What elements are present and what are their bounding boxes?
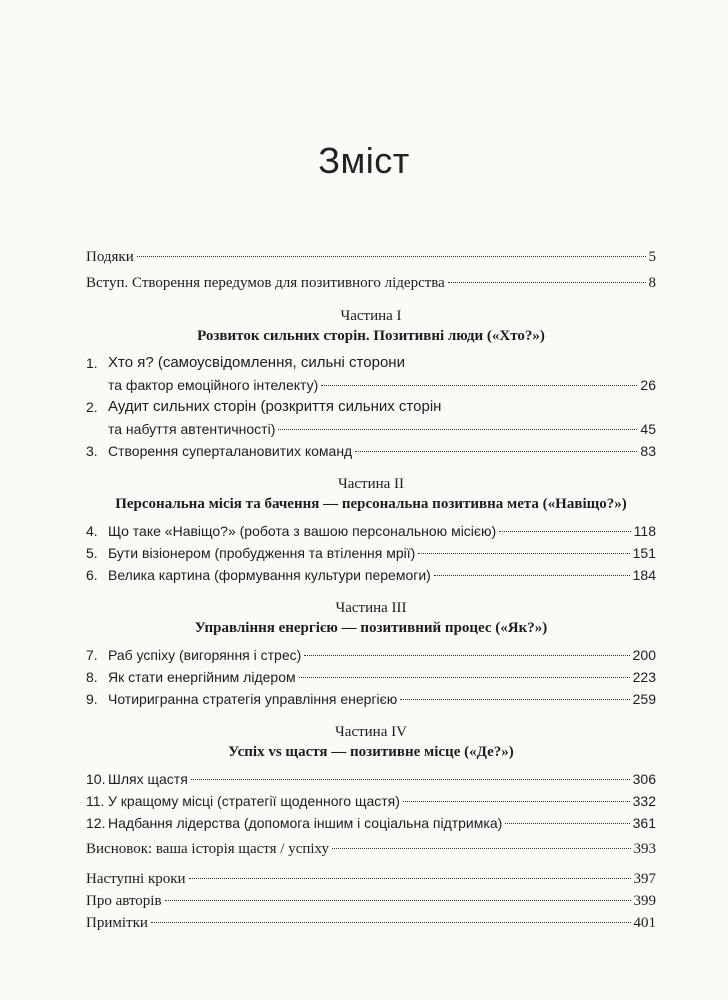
chapter-title: Велика картина (формування культури перемоги) — [108, 567, 431, 583]
toc-page-number: 5 — [648, 249, 656, 265]
chapter-number: 2. — [86, 399, 98, 415]
chapter-number: 3. — [86, 443, 98, 459]
dot-leader — [448, 282, 646, 283]
chapter-title: Що таке «Навіщо?» (робота з вашою персональною місією) — [108, 523, 497, 539]
dot-leader — [418, 553, 629, 554]
chapter-number: 1. — [86, 355, 98, 371]
toc-entry-notes[interactable] — [86, 912, 656, 934]
part-title: Успіх vs щастя — позитивне місце («Де?») — [228, 744, 514, 760]
toc-entry-label: Про авторів — [86, 893, 162, 909]
toc-page-number: 184 — [632, 567, 656, 583]
toc-page-number: 401 — [633, 915, 656, 931]
table-of-contents — [86, 246, 656, 934]
dot-leader — [403, 801, 630, 802]
chapter-title: У кращому місці (стратегії щоденного щастя) — [108, 793, 400, 809]
dot-leader — [355, 451, 637, 452]
toc-entry-conclusion[interactable] — [86, 838, 656, 860]
dot-leader — [400, 699, 629, 700]
chapter-title: Шлях щастя — [108, 771, 188, 787]
part-title: Управління енергією — позитивний процес («Як?») — [194, 620, 548, 636]
toc-chapter-entry[interactable] — [86, 644, 656, 666]
dot-leader — [332, 848, 631, 849]
chapter-title: Чотиригранна стратегія управління енергією — [108, 691, 398, 707]
toc-entry-acknowledgements[interactable] — [86, 246, 656, 268]
toc-chapter-entry[interactable] — [86, 790, 656, 812]
toc-chapter-entry[interactable] — [86, 812, 656, 834]
chapter-title-continued: та набуття автентичності) — [108, 421, 276, 437]
toc-page-number: 332 — [632, 793, 656, 809]
toc-page-number: 399 — [633, 893, 656, 909]
chapter-number: 6. — [86, 567, 98, 583]
toc-page-number: 223 — [632, 669, 656, 685]
part-label: Частина III — [335, 600, 407, 616]
toc-chapter-entry[interactable] — [86, 542, 656, 564]
toc-chapter-entry[interactable] — [86, 564, 656, 586]
dot-leader — [151, 922, 631, 923]
toc-chapter-entry[interactable] — [86, 666, 656, 688]
toc-chapter-entry[interactable] — [86, 688, 656, 710]
chapter-title: Створення суперталановитих команд — [108, 443, 353, 459]
toc-page-number: 45 — [640, 421, 656, 437]
chapter-number: 4. — [86, 523, 98, 539]
toc-entry-label: Наступні кроки — [86, 871, 186, 887]
toc-page-number: 8 — [648, 275, 656, 291]
chapter-number: 7. — [86, 647, 98, 663]
page-title: Зміст — [318, 140, 410, 181]
part-label: Частина II — [337, 476, 405, 492]
dot-leader — [191, 779, 630, 780]
toc-chapter-entry[interactable] — [86, 768, 656, 790]
toc-page-number: 259 — [632, 691, 656, 707]
dot-leader — [499, 531, 630, 532]
part-title: Персональна місія та бачення — персональна позитивна мета («Навіщо?») — [115, 496, 627, 512]
toc-page-number: 151 — [632, 545, 656, 561]
toc-page-number: 397 — [633, 871, 656, 887]
toc-page-number: 306 — [632, 771, 656, 787]
chapter-number: 9. — [86, 691, 98, 707]
part-label: Частина IV — [335, 724, 407, 740]
dot-leader — [165, 900, 631, 901]
toc-chapter-entry[interactable] — [86, 520, 656, 542]
chapter-title: Як стати енергійним лідером — [108, 669, 296, 685]
chapter-title: Надбання лідерства (допомога іншим і соціальна підтримка) — [108, 815, 503, 831]
dot-leader — [278, 429, 637, 430]
dot-leader — [189, 878, 631, 879]
chapter-title: Аудит сильних сторін (розкриття сильних сторін — [108, 398, 442, 415]
dot-leader — [321, 385, 637, 386]
chapter-number: 12. — [86, 815, 106, 831]
toc-entry-introduction[interactable] — [86, 272, 656, 294]
chapter-number: 8. — [86, 669, 98, 685]
dot-leader — [434, 575, 630, 576]
chapter-number: 11. — [86, 793, 105, 809]
toc-entry-label: Примітки — [86, 915, 148, 931]
toc-chapter-entry[interactable] — [86, 396, 656, 440]
toc-page-number: 200 — [632, 647, 656, 663]
part-label: Частина I — [340, 308, 402, 324]
toc-entry-label: Висновок: ваша історія щастя / успіху — [86, 841, 329, 857]
toc-page-number: 83 — [640, 443, 656, 459]
toc-entry-label: Подяки — [86, 249, 134, 265]
chapter-title: Раб успіху (вигоряння і стрес) — [108, 647, 302, 663]
chapter-title: Бути візіонером (пробудження та втілення мрії) — [108, 545, 416, 561]
dot-leader — [137, 256, 646, 257]
chapter-title: Хто я? (самоусвідомлення, сильні сторони — [108, 354, 405, 371]
dot-leader — [299, 677, 630, 678]
toc-page-number: 393 — [633, 841, 656, 857]
dot-leader — [304, 655, 629, 656]
dot-leader — [505, 823, 629, 824]
chapter-title-continued: та фактор емоційного інтелекту) — [108, 377, 319, 393]
toc-entry-next-steps[interactable] — [86, 868, 656, 890]
toc-entry-about-authors[interactable] — [86, 890, 656, 912]
toc-chapter-entry[interactable] — [86, 352, 656, 396]
toc-entry-label: Вступ. Створення передумов для позитивного лідерства — [86, 275, 445, 291]
toc-chapter-entry[interactable] — [86, 440, 656, 462]
part-title: Розвиток сильних сторін. Позитивні люди («Хто?») — [197, 328, 545, 344]
toc-page-number: 118 — [633, 523, 656, 539]
chapter-number: 10. — [86, 771, 106, 787]
chapter-number: 5. — [86, 545, 98, 561]
toc-page-number: 26 — [640, 377, 656, 393]
toc-page-number: 361 — [632, 815, 656, 831]
